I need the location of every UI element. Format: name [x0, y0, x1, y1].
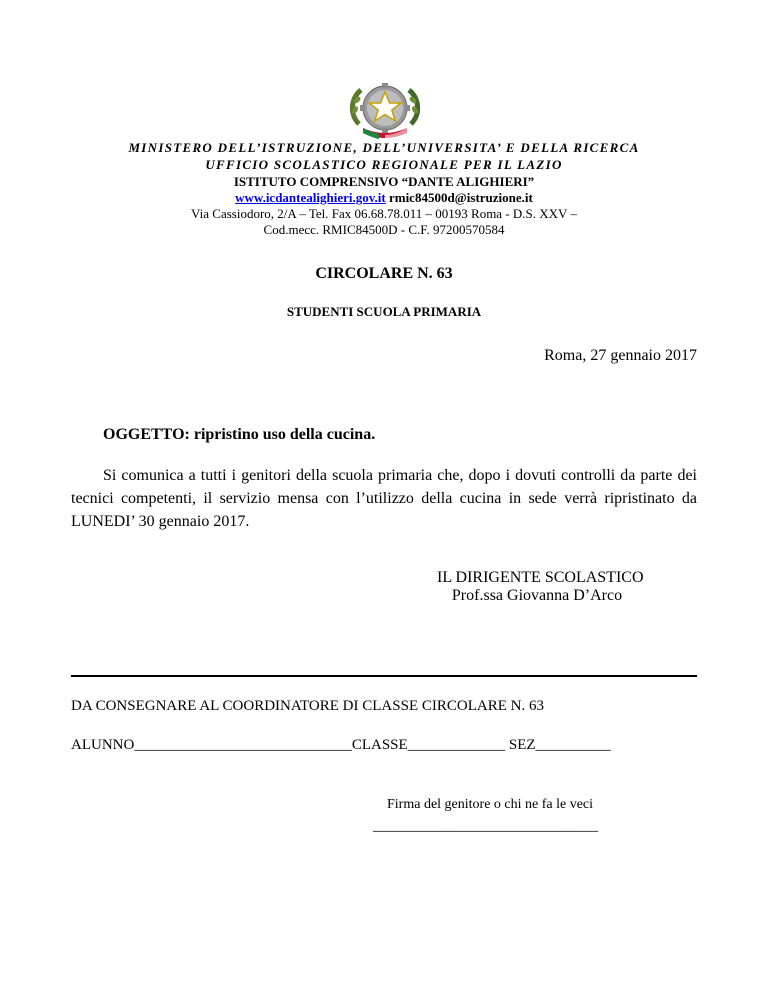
student-class-line: ALUNNO_____________________________CLASSE_____________ SEZ__________ [71, 737, 611, 753]
contact-line [0, 190, 768, 206]
signature-name: Prof.ssa Giovanna D’Arco [451, 587, 623, 604]
website-link[interactable]: www.icdantealighieri.gov.it [235, 190, 386, 205]
institute-name: ISTITUTO COMPRENSIVO “DANTE ALIGHIERI” [233, 174, 535, 189]
ministry-name: MINISTERO DELL’ISTRUZIONE, DELL’UNIVERSITA’ E DELLA RICERCA [128, 140, 640, 155]
regional-office: UFFICIO SCOLASTICO REGIONALE PER IL LAZIO [205, 157, 563, 172]
signature-role: IL DIRIGENTE SCOLASTICO [437, 569, 644, 586]
email-address: rmic84500d@istruzione.it [388, 190, 533, 205]
circular-body-text: Si comunica a tutti i genitori della scuola primaria che, dopo i dovuti controlli da parte dei tecnici competenti, il servizio mensa con l’utilizzo della cucina in sede verrà ripristinato da LUNEDI’ 30 gennaio 2017. [71, 467, 697, 530]
circular-subject: OGGETTO: ripristino uso della cucina. [103, 426, 376, 443]
circular-body [71, 464, 697, 533]
circular-date: Roma, 27 gennaio 2017 [544, 347, 697, 364]
italian-republic-emblem-icon [345, 80, 425, 142]
parent-signature-label: Firma del genitore o chi ne fa le veci [387, 797, 594, 812]
address-line: Via Cassiodoro, 2/A – Tel. Fax 06.68.78.011 – 00193 Roma - D.S. XXV – [191, 206, 577, 221]
cut-divider [71, 675, 697, 677]
parent-signature-line: ______________________________ [373, 818, 598, 834]
slip-heading: DA CONSEGNARE AL COORDINATORE DI CLASSE CIRCOLARE N. 63 [71, 698, 544, 714]
circular-title: CIRCOLARE N. 63 [315, 265, 453, 282]
codes-line: Cod.mecc. RMIC84500D - C.F. 97200570584 [263, 222, 505, 237]
circular-recipients: STUDENTI SCUOLA PRIMARIA [286, 304, 482, 319]
